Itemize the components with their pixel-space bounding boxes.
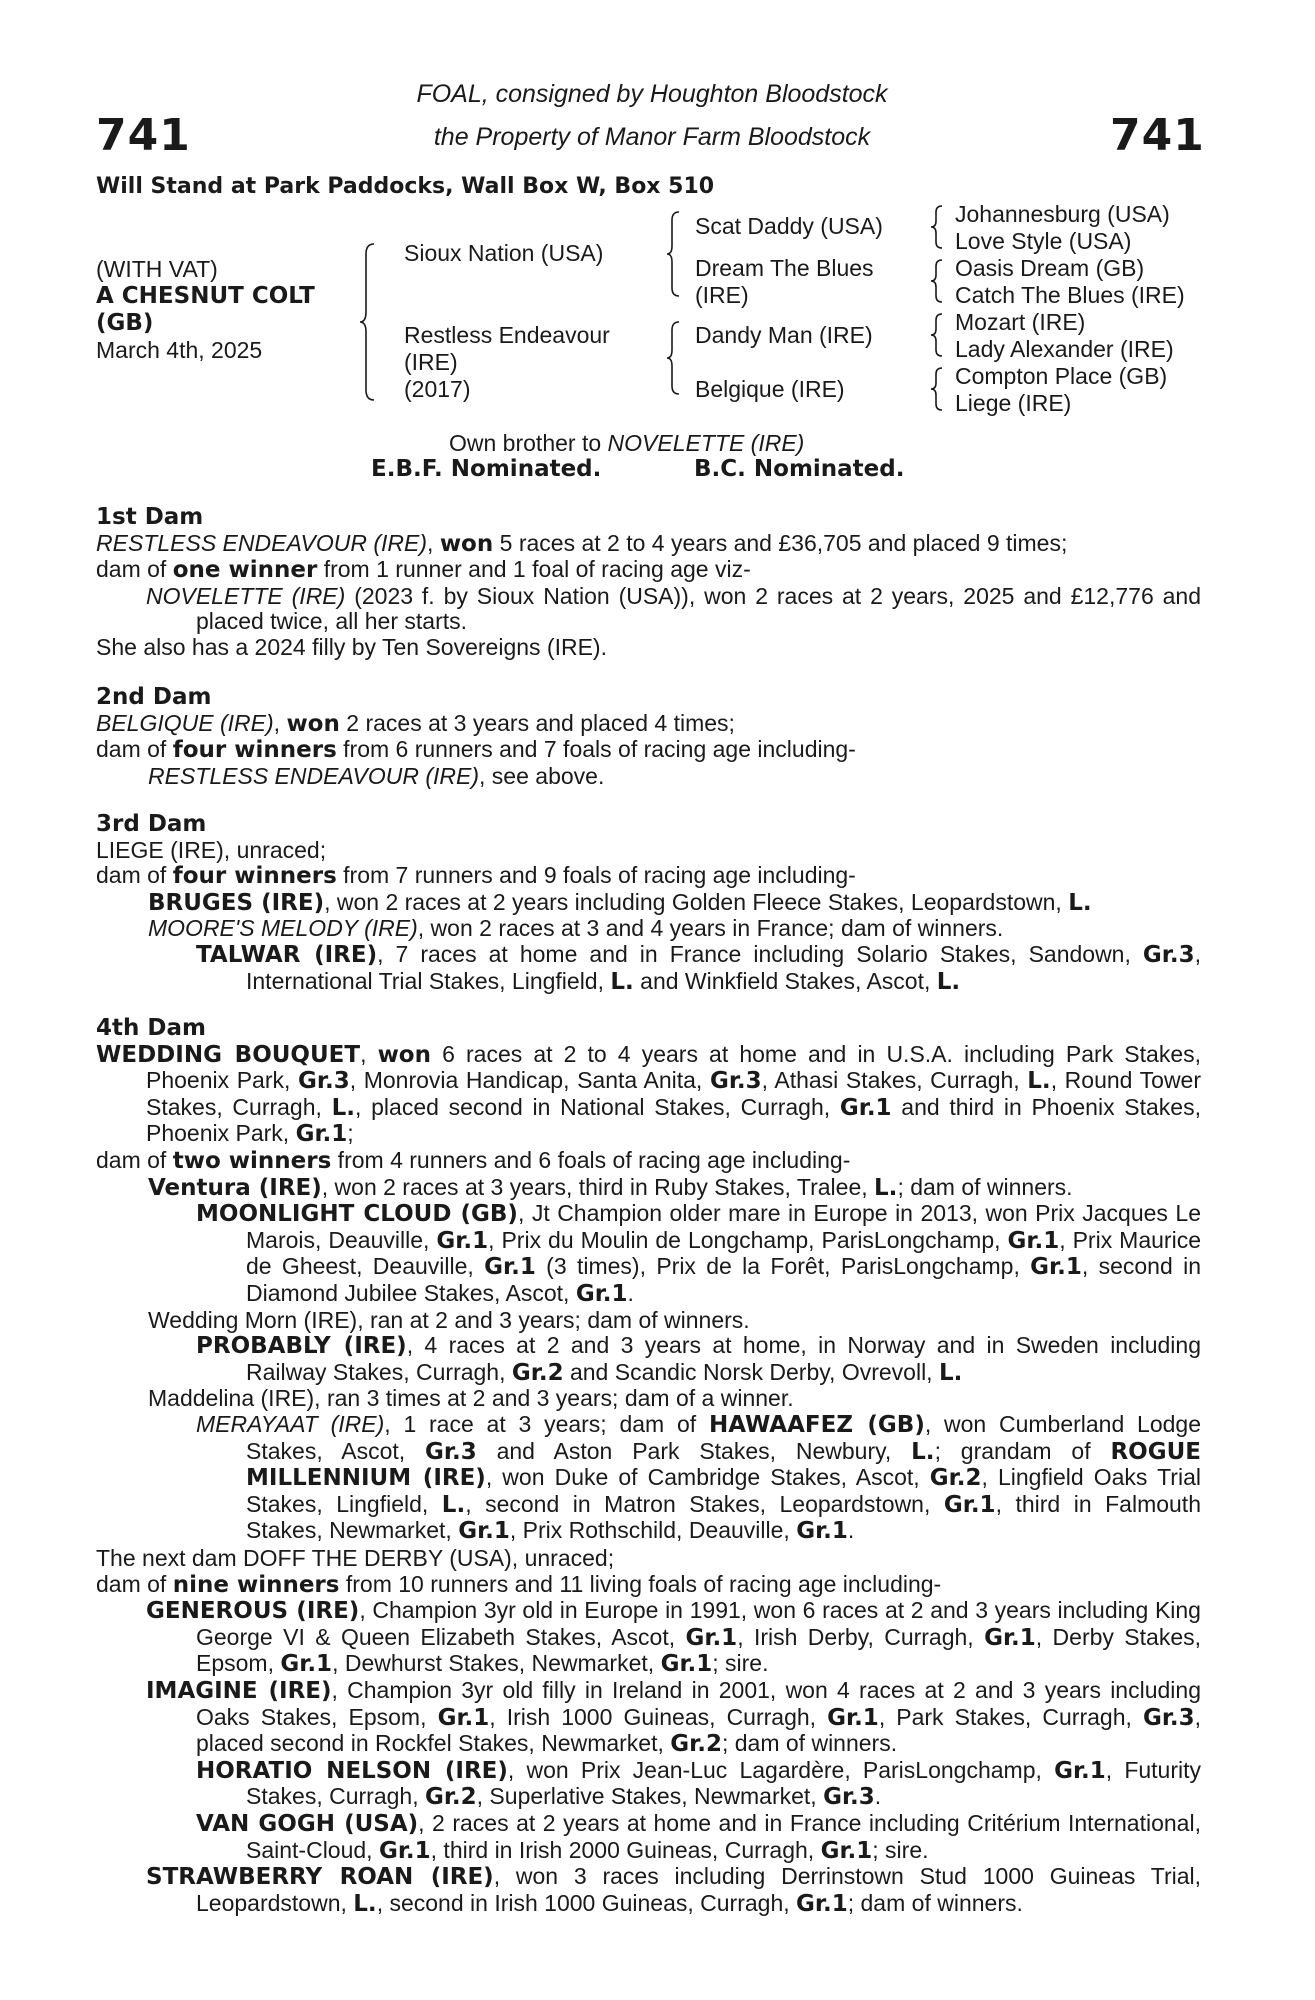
second-dam-section: [96, 685, 1201, 789]
first-dam-section: [96, 505, 1201, 661]
grandsire-1: Johannesburg (USA): [955, 201, 1170, 227]
grandsire-2: Oasis Dream (GB): [955, 255, 1145, 281]
foaling-date: March 4th, 2025: [96, 337, 263, 363]
consignment-line: FOAL, consigned by Houghton Bloodstock: [416, 80, 888, 108]
second-dam-line: BELGIQUE (IRE), won 2 races at 3 years and placed 4 times;: [96, 709, 735, 737]
lot-number-right: 741: [1110, 110, 1205, 161]
grandsire-4: Compton Place (GB): [955, 363, 1168, 389]
granddam-4: Liege (IRE): [955, 390, 1072, 416]
foal-probably: PROBABLY (IRE), 4 races at 2 and 3 years at home, in Norway and in Sweden including Railway Stakes, Curragh, Gr.2 and Scandic Norsk Derby, Ovrevoll, L.: [196, 1332, 1201, 1386]
lot-number-left: 741: [96, 110, 191, 161]
pedigree-brace-g4: [931, 364, 947, 414]
foal-ventura: Ventura (IRE), won 2 races at 3 years, third in Ruby Stakes, Tralee, L.; dam of winners.: [148, 1173, 1073, 1201]
foal-talwar: TALWAR (IRE), 7 races at home and in France including Solario Stakes, Sandown, Gr.3, International Trial Stakes, Lingfield, L. and Winkfield Stakes, Ascot, L.: [196, 940, 1201, 995]
second-dam-heading: 2nd Dam: [96, 684, 212, 710]
second-dam-foal: RESTLESS ENDEAVOUR (IRE), see above.: [148, 762, 605, 789]
granddam-2: Catch The Blues (IRE): [955, 282, 1185, 308]
next-dam-section: [96, 1546, 1201, 1917]
fourth-dam-heading: 4th Dam: [96, 1015, 206, 1041]
first-dam-produce: dam of one winner from 1 runner and 1 foal of racing age viz-: [96, 556, 751, 584]
first-dam-2024-filly: She also has a 2024 filly by Ten Sovereigns (IRE).: [96, 633, 607, 660]
second-dam-produce: dam of four winners from 6 runners and 7 foals of racing age including-: [96, 736, 856, 764]
bc-nominated: B.C. Nominated.: [694, 456, 905, 482]
first-dam-foal-novelette: NOVELETTE (IRE) (2023 f. by Sioux Nation (USA)), won 2 races at 2 years, 2025 and £12,776 and placed twice, all her starts.: [146, 582, 1202, 635]
foal-strawberry-roan: STRAWBERRY ROAN (IRE), won 3 races including Derrinstown Stud 1000 Guineas Trial, Leopardstown, L., second in Irish 1000 Guineas, Curragh, Gr.1; dam of winners.: [146, 1863, 1202, 1917]
sire-dam-line1: Dream The Blues: [695, 255, 874, 281]
fourth-dam-produce: dam of two winners from 4 runners and 6 foals of racing age including-: [96, 1146, 851, 1174]
foal-merayaat: MERAYAAT (IRE), 1 race at 3 years; dam of HAWAAFEZ (GB), won Cumberland Lodge Stakes, Ascot, Gr.3 and Aston Park Stakes, Newbury, L.; grandam of ROGUE MILLENNIUM (IRE), won Duke of Cambridge Stakes, Ascot, Gr.2, Lingfield Oaks Trial Stakes, Lingfield, L., second in Matron Stakes, Leopardstown, Gr.1, third in Falmouth Stakes, Newmarket, Gr.1, Prix Rothschild, Deauville, Gr.1.: [196, 1410, 1202, 1545]
third-dam-produce: dam of four winners from 7 runners and 9 foals of racing age including-: [96, 862, 856, 890]
dam-line2: (IRE): [404, 349, 458, 375]
fourth-dam-wedding-bouquet: WEDDING BOUQUET, won 6 races at 2 to 4 years at home and in U.S.A. including Park Stakes, Phoenix Park, Gr.3, Monrovia Handicap, Santa Anita, Gr.3, Athasi Stakes, Curragh, L., Round Tower Stakes, Curragh, L., placed second in National Stakes, Curragh, Gr.1 and third in Phoenix Stakes, Phoenix Park, Gr.1;: [96, 1040, 1201, 1148]
foal-bruges: BRUGES (IRE), won 2 races at 2 years including Golden Fleece Stakes, Leopardstown, L.: [148, 888, 1092, 916]
dam-line3: (2017): [404, 376, 471, 402]
third-dam-heading: 3rd Dam: [96, 811, 207, 837]
pedigree-brace-dam: [667, 318, 685, 398]
sire-dam-line2: (IRE): [695, 282, 749, 308]
pedigree-brace-g1: [931, 202, 947, 252]
first-dam-line: RESTLESS ENDEAVOUR (IRE), won 5 races at 2 to 4 years and £36,705 and placed 9 times;: [96, 529, 1068, 557]
fourth-dam-section: [96, 1016, 1201, 1545]
stand-location: Will Stand at Park Paddocks, Wall Box W, Box 510: [96, 174, 715, 199]
foal-van-gogh: VAN GOGH (USA), 2 races at 2 years at home and in France including Critérium International, Saint-Cloud, Gr.1, third in Irish 2000 Guineas, Curragh, Gr.1; sire.: [196, 1809, 1201, 1864]
pedigree-brace-sire: [667, 208, 685, 300]
property-line: the Property of Manor Farm Bloodstock: [433, 123, 871, 151]
pedigree-brace-main: [360, 240, 380, 405]
foal-moores-melody: MOORE'S MELODY (IRE), won 2 races at 3 and 4 years in France; dam of winners.: [148, 915, 1004, 942]
granddam-3: Lady Alexander (IRE): [955, 336, 1174, 362]
lot-description: A CHESNUT COLT: [96, 283, 315, 309]
third-dam-section: [96, 812, 1201, 995]
sire: Sioux Nation (USA): [404, 240, 604, 266]
foal-wedding-morn: Wedding Morn (IRE), ran at 2 and 3 years; dam of winners.: [148, 1306, 750, 1333]
sire-sire: Scat Daddy (USA): [695, 213, 883, 239]
dam-dam: Belgique (IRE): [695, 376, 845, 402]
own-brother-note: Own brother to NOVELETTE (IRE): [449, 430, 805, 456]
foal-horatio-nelson: HORATIO NELSON (IRE), won Prix Jean-Luc Lagardère, ParisLongchamp, Gr.1, Futurity Stakes, Curragh, Gr.2, Superlative Stakes, Newmarket, Gr.3.: [196, 1756, 1202, 1811]
next-dam-produce: dam of nine winners from 10 runners and 11 living foals of racing age including-: [96, 1570, 942, 1598]
first-dam-heading: 1st Dam: [96, 504, 204, 530]
grandsire-3: Mozart (IRE): [955, 309, 1086, 335]
foal-maddelina: Maddelina (IRE), ran 3 times at 2 and 3 years; dam of a winner.: [148, 1385, 794, 1412]
foal-imagine: IMAGINE (IRE), Champion 3yr old filly in Ireland in 2001, won 4 races at 2 and 3 years including Oaks Stakes, Epsom, Gr.1, Irish 1000 Guineas, Curragh, Gr.1, Park Stakes, Curragh, Gr.3, placed second in Rockfel Stakes, Newmarket, Gr.2; dam of winners.: [146, 1676, 1202, 1758]
dam-line1: Restless Endeavour: [404, 322, 610, 348]
vat-note: (WITH VAT): [96, 256, 218, 282]
granddam-1: Love Style (USA): [955, 228, 1132, 254]
foal-moonlight-cloud: MOONLIGHT CLOUD (GB), Jt Champion older mare in Europe in 2013, won Prix Jacques Le Marois, Deauville, Gr.1, Prix du Moulin de Longchamp, ParisLongchamp, Gr.1, Prix Maurice de Gheest, Deauville, Gr.1 (3 times), Prix de la Forêt, ParisLongchamp, Gr.1, second in Diamond Jubilee Stakes, Ascot, Gr.1.: [196, 1200, 1201, 1307]
pedigree-brace-g2: [931, 256, 947, 306]
pedigree-brace-g3: [931, 310, 947, 360]
foal-generous: GENEROUS (IRE), Champion 3yr old in Europe in 1991, won 6 races at 2 and 3 years including King George VI & Queen Elizabeth Stakes, Ascot, Gr.1, Irish Derby, Curragh, Gr.1, Derby Stakes, Epsom, Gr.1, Dewhurst Stakes, Newmarket, Gr.1; sire.: [146, 1597, 1201, 1678]
ebf-nominated: E.B.F. Nominated.: [371, 456, 602, 482]
lot-description-country: (GB): [96, 310, 154, 336]
next-dam-line: The next dam DOFF THE DERBY (USA), unraced;: [96, 1545, 615, 1571]
dam-sire: Dandy Man (IRE): [695, 322, 873, 348]
third-dam-line: LIEGE (IRE), unraced;: [96, 836, 327, 863]
